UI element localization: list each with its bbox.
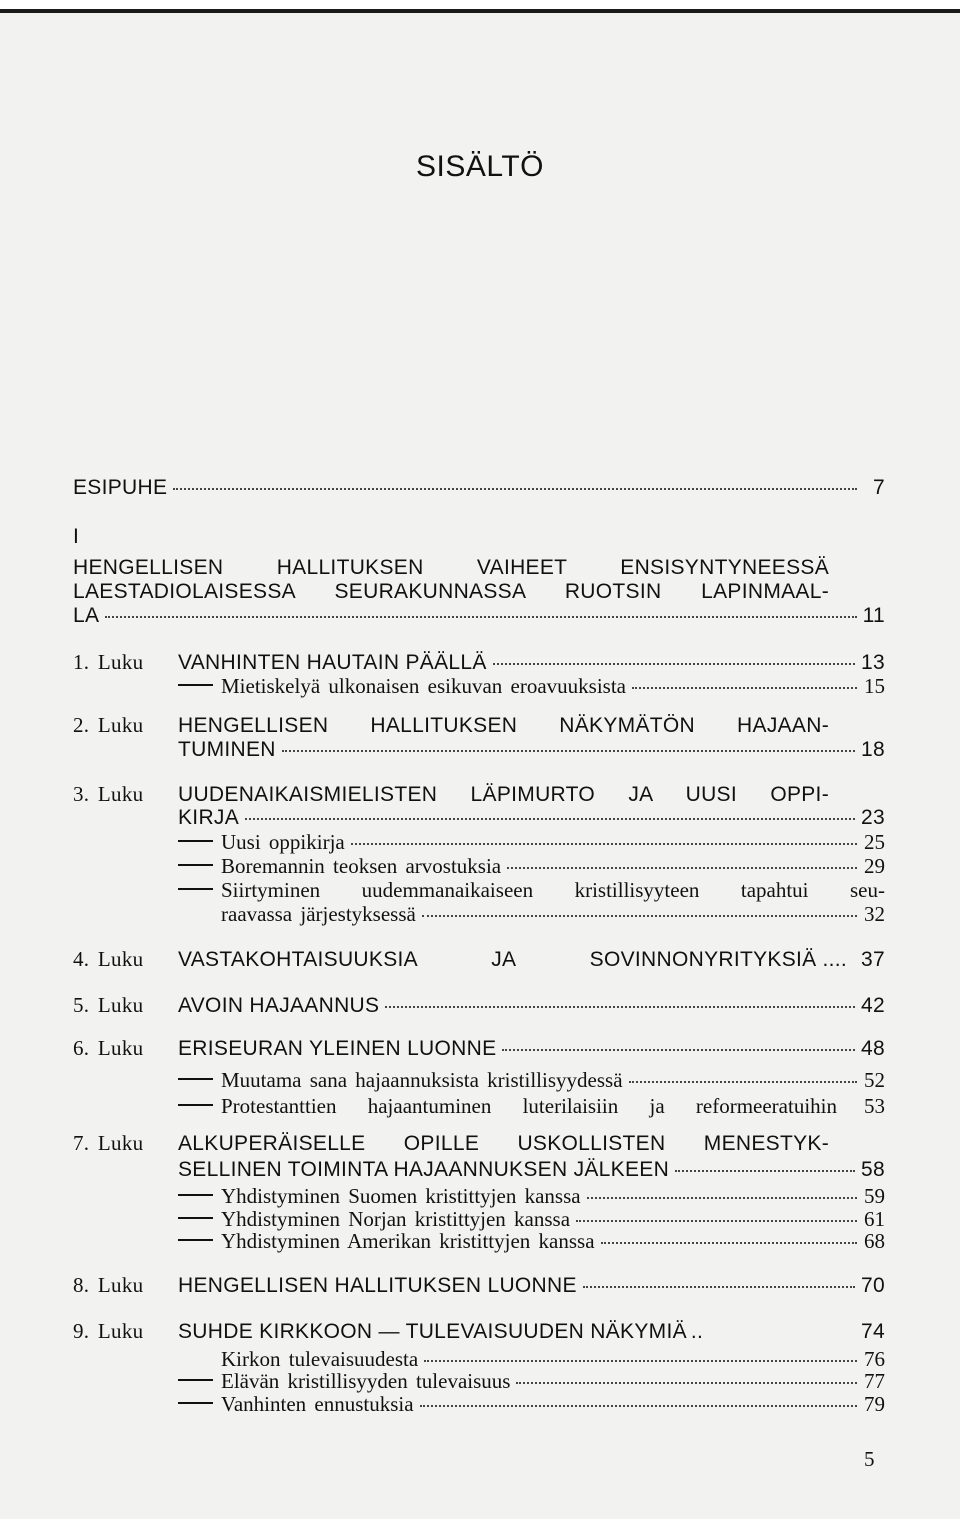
toc-subentry: Siirtyminen uudemmanaikaiseen kristillisyyteen tapahtui seu-: [178, 877, 885, 903]
toc-chapter-2: 2. Luku HENGELLISEN HALLITUKSEN NÄKYMÄTÖN HAJAAN-: [73, 713, 829, 737]
toc-subentry: Vanhinten ennustuksia 79: [178, 1391, 885, 1417]
toc-subentry: Kirkon tulevaisuudesta 76: [221, 1347, 885, 1371]
toc-subentry: Protestanttien hajaantuminen luterilaisiin ja reformeeratuihin 53: [178, 1093, 885, 1119]
leader-dots: [632, 687, 857, 689]
toc-subentry: Yhdistyminen Suomen kristittyjen kanssa 59: [178, 1183, 885, 1209]
em-dash: [178, 1078, 213, 1080]
toc-subentry: Mietiskelyä ulkonaisen esikuvan eroavuuksista 15: [178, 673, 885, 699]
leader-dots: [173, 488, 857, 490]
part-numeral: I: [73, 525, 80, 548]
em-dash: [178, 1104, 213, 1106]
em-dash: [178, 684, 213, 686]
toc-chapter-9: 9. Luku SUHDE KIRKKOON — TULEVAISUUDEN NÄKYMIÄ .. 74: [73, 1319, 885, 1343]
leader-dots: [516, 1382, 857, 1384]
em-dash: [178, 1217, 213, 1219]
leader-dots: [105, 616, 856, 618]
page-title: SISÄLTÖ: [416, 150, 544, 183]
em-dash: [178, 1379, 213, 1381]
leader-dots: [601, 1242, 857, 1244]
part-title-line1: HENGELLISEN HALLITUKSEN VAIHEET ENSISYNTYNEESSÄ: [73, 556, 829, 579]
toc-subentry: Yhdistyminen Norjan kristittyjen kanssa 61: [178, 1206, 885, 1232]
toc-chapter-2-cont: TUMINEN 18: [178, 738, 885, 761]
em-dash: [178, 1402, 213, 1404]
toc-subentry: Muutama sana hajaannuksista kristillisyydessä 52: [178, 1067, 885, 1093]
leader-dots: [493, 663, 855, 665]
toc-chapter-7: 7. Luku ALKUPERÄISELLE OPILLE USKOLLISTEN MENESTYK-: [73, 1131, 829, 1155]
leader-dots: [587, 1197, 857, 1199]
leader-dots: [351, 843, 857, 845]
em-dash: [178, 888, 213, 890]
leader-dots: [507, 867, 857, 869]
toc-chapter-5: 5. Luku AVOIN HAJAANNUS 42: [73, 993, 885, 1017]
toc-chapter-3-cont: KIRJA 23: [178, 806, 885, 829]
toc-subentry: Boremannin teoksen arvostuksia 29: [178, 853, 885, 879]
leader-dots: [629, 1081, 857, 1083]
em-dash: [178, 1194, 213, 1196]
toc-chapter-6: 6. Luku ERISEURAN YLEINEN LUONNE 48: [73, 1036, 885, 1060]
leader-dots: [502, 1049, 855, 1051]
toc-chapter-1: 1. Luku VANHINTEN HAUTAIN PÄÄLLÄ 13: [73, 650, 885, 674]
toc-subentry-cont: raavassa järjestyksessä 32: [221, 902, 885, 926]
toc-chapter-3: 3. Luku UUDENAIKAISMIELISTEN LÄPIMURTO JA UUSI OPPI-: [73, 782, 829, 806]
toc-chapter-8: 8. Luku HENGELLISEN HALLITUKSEN LUONNE 70: [73, 1273, 885, 1297]
toc-entry-esipuhe: ESIPUHE 7: [73, 476, 885, 499]
leader-dots: [385, 1006, 855, 1008]
leader-dots: [576, 1220, 857, 1222]
leader-dots: [675, 1170, 855, 1172]
em-dash: [178, 1239, 213, 1241]
leader-dots: [282, 750, 855, 752]
part-title-line2: LAESTADIOLAISESSA SEURAKUNNASSA RUOTSIN LAPINMAAL-: [73, 580, 829, 603]
toc-chapter-7-cont: SELLINEN TOIMINTA HAJAANNUKSEN JÄLKEEN 58: [178, 1158, 885, 1181]
page-number: 5: [864, 1447, 875, 1471]
leader-dots: [422, 915, 857, 917]
leader-dots: [245, 818, 855, 820]
toc-subentry: Elävän kristillisyyden tulevaisuus 77: [178, 1368, 885, 1394]
em-dash: [178, 840, 213, 842]
toc-subentry: Uusi oppikirja 25: [178, 829, 885, 855]
leader-dots: [583, 1286, 855, 1288]
toc-subentry: Yhdistyminen Amerikan kristittyjen kanssa 68: [178, 1228, 885, 1254]
leader-dots: [424, 1360, 857, 1362]
part-title-line3: LA 11: [73, 604, 885, 627]
em-dash: [178, 864, 213, 866]
leader-dots: [420, 1405, 857, 1407]
toc-chapter-4: 4. Luku VASTAKOHTAISUUKSIA JA SOVINNONYRITYKSIÄ .... 37: [73, 947, 885, 971]
